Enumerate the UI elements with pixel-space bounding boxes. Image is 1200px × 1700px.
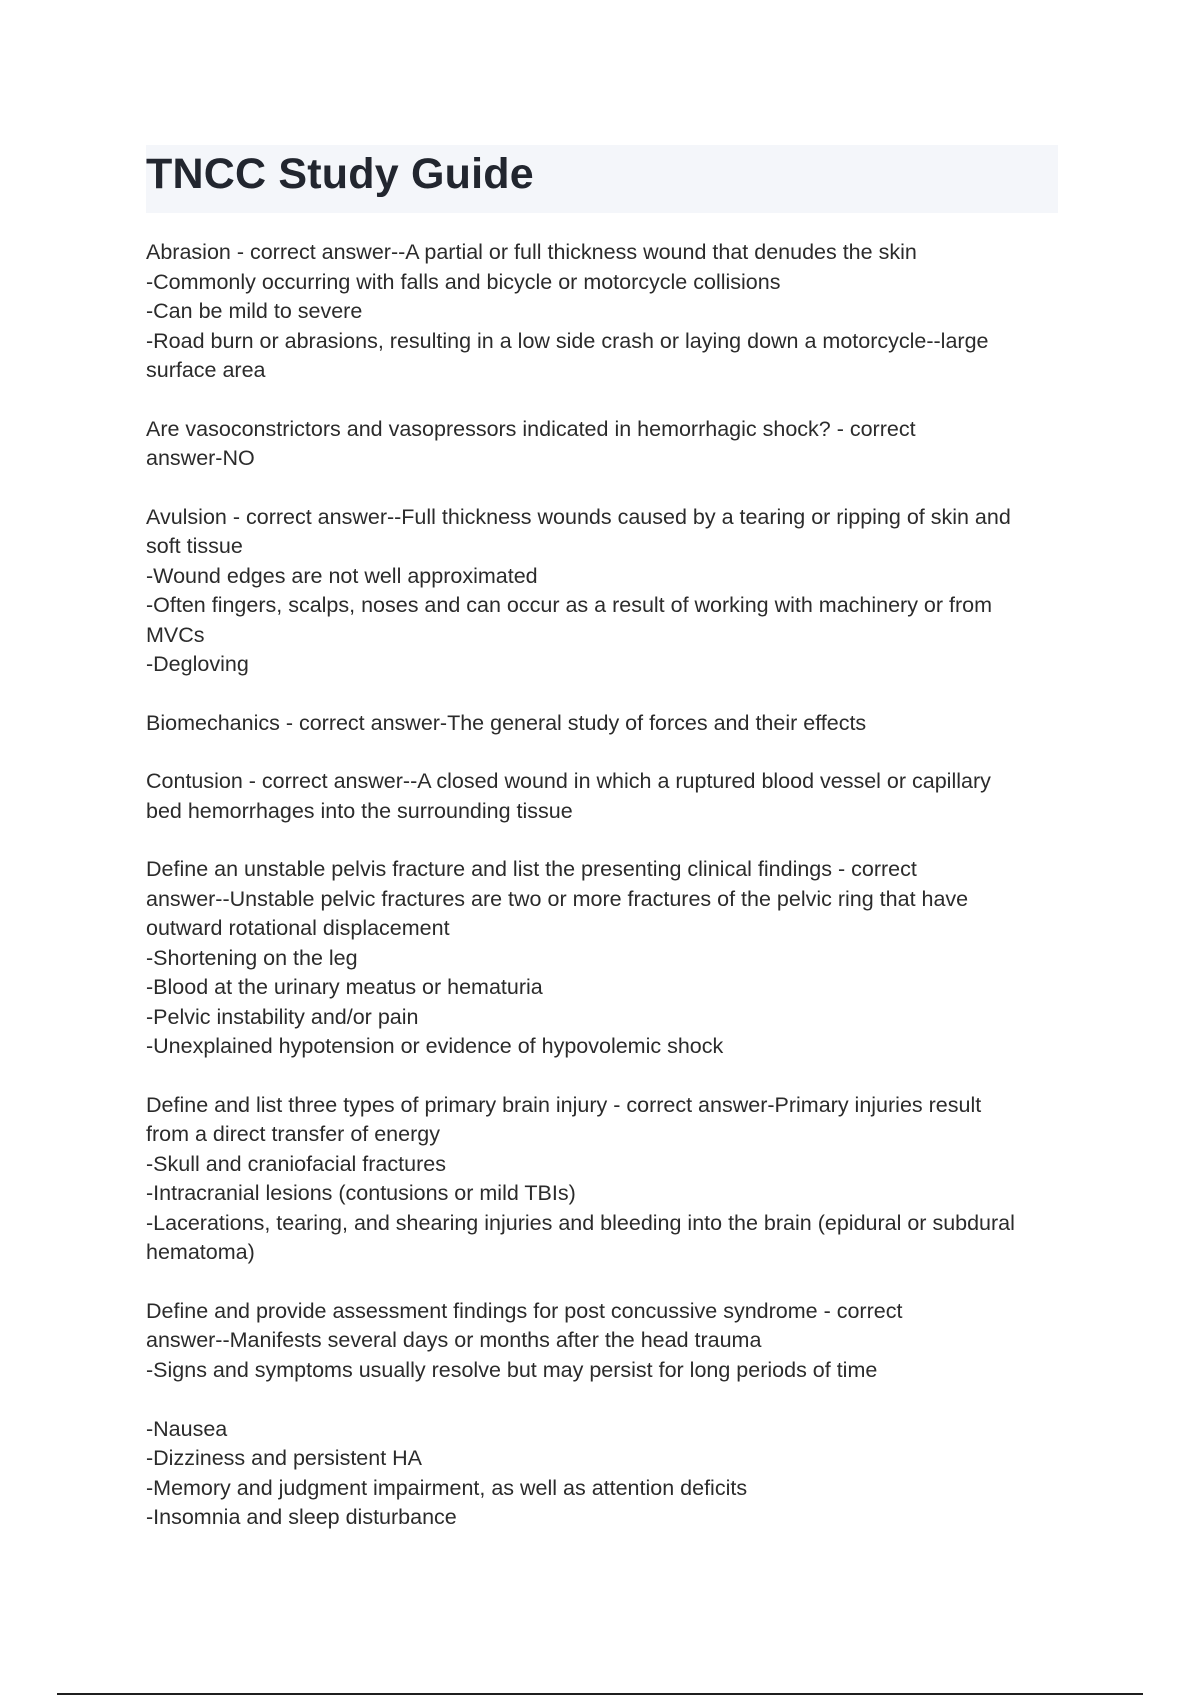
- entry-line: Define and list three types of primary brain injury - correct answer-Primary injuries result: [146, 1092, 982, 1117]
- entry-line: -Memory and judgment impairment, as well as attention deficits: [146, 1475, 748, 1500]
- entry-line: Define an unstable pelvis fracture and list the presenting clinical findings - correct: [146, 857, 917, 881]
- footer-divider: [57, 1693, 1143, 1695]
- entry-line: from a direct transfer of energy: [146, 1122, 440, 1146]
- entry-line: Avulsion - correct answer--Full thickness wounds caused by a tearing or ripping of skin and: [146, 504, 1011, 529]
- entry-post-concussive-syndrome: [146, 1297, 1058, 1533]
- entry-line: -Signs and symptoms usually resolve but may persist for long periods of time: [146, 1357, 878, 1382]
- entry-line: hematoma): [146, 1240, 255, 1264]
- page-title: TNCC Study Guide: [146, 150, 534, 198]
- entry-line: Are vasoconstrictors and vasopressors indicated in hemorrhagic shock? - correct: [146, 416, 916, 441]
- study-guide-content: [146, 238, 1058, 1562]
- entry-line: Contusion - correct answer--A closed wound in which a ruptured blood vessel or capillary: [146, 769, 991, 793]
- entry-line: -Commonly occurring with falls and bicycle or motorcycle collisions: [146, 269, 781, 294]
- entry-line: -Pelvic instability and/or pain: [146, 1004, 419, 1029]
- entry-line: MVCs: [146, 622, 205, 647]
- entry-line: -Insomnia and sleep disturbance: [146, 1505, 457, 1529]
- entry-vasopressors: [146, 415, 1058, 474]
- entry-line: -Wound edges are not well approximated: [146, 563, 538, 588]
- entry-line: -Often fingers, scalps, noses and can occur as a result of working with machinery or from: [146, 593, 993, 617]
- entry-line: -Skull and craniofacial fractures: [146, 1151, 446, 1176]
- entry-line: Define and provide assessment findings for post concussive syndrome - correct: [146, 1298, 903, 1323]
- entry-line: -Lacerations, tearing, and shearing injuries and bleeding into the brain (epidural or subdural: [146, 1210, 1015, 1235]
- entry-line: outward rotational displacement: [146, 916, 450, 940]
- entry-line: surface area: [146, 358, 266, 382]
- entry-primary-brain-injury: [146, 1091, 1058, 1268]
- entry-unstable-pelvis: [146, 855, 1058, 1062]
- entry-line: -Nausea: [146, 1416, 228, 1441]
- entry-line: soft tissue: [146, 534, 243, 558]
- entry-line: -Blood at the urinary meatus or hematuria: [146, 975, 543, 999]
- entry-line: answer-NO: [146, 446, 255, 470]
- entry-line: -Shortening on the leg: [146, 945, 358, 970]
- entry-avulsion: [146, 503, 1058, 680]
- entry-line: Biomechanics - correct answer-The general study of forces and their effects: [146, 710, 867, 735]
- entry-line: -Intracranial lesions (contusions or mild TBIs): [146, 1181, 576, 1205]
- entry-line: -Dizziness and persistent HA: [146, 1446, 423, 1470]
- entry-line: bed hemorrhages into the surrounding tissue: [146, 798, 573, 823]
- entry-biomechanics: [146, 709, 1058, 739]
- entry-line: -Can be mild to severe: [146, 299, 363, 323]
- entry-contusion: [146, 767, 1058, 826]
- entry-line: -Road burn or abrasions, resulting in a low side crash or laying down a motorcycle--large: [146, 328, 989, 353]
- entry-line: -Unexplained hypotension or evidence of hypovolemic shock: [146, 1034, 724, 1058]
- entry-line: answer--Unstable pelvic fractures are two or more fractures of the pelvic ring that have: [146, 886, 969, 911]
- entry-abrasion: [146, 238, 1058, 386]
- entry-line: Abrasion - correct answer--A partial or full thickness wound that denudes the skin: [146, 240, 917, 264]
- entry-line: answer--Manifests several days or months after the head trauma: [146, 1328, 762, 1352]
- entry-line: -Degloving: [146, 652, 249, 676]
